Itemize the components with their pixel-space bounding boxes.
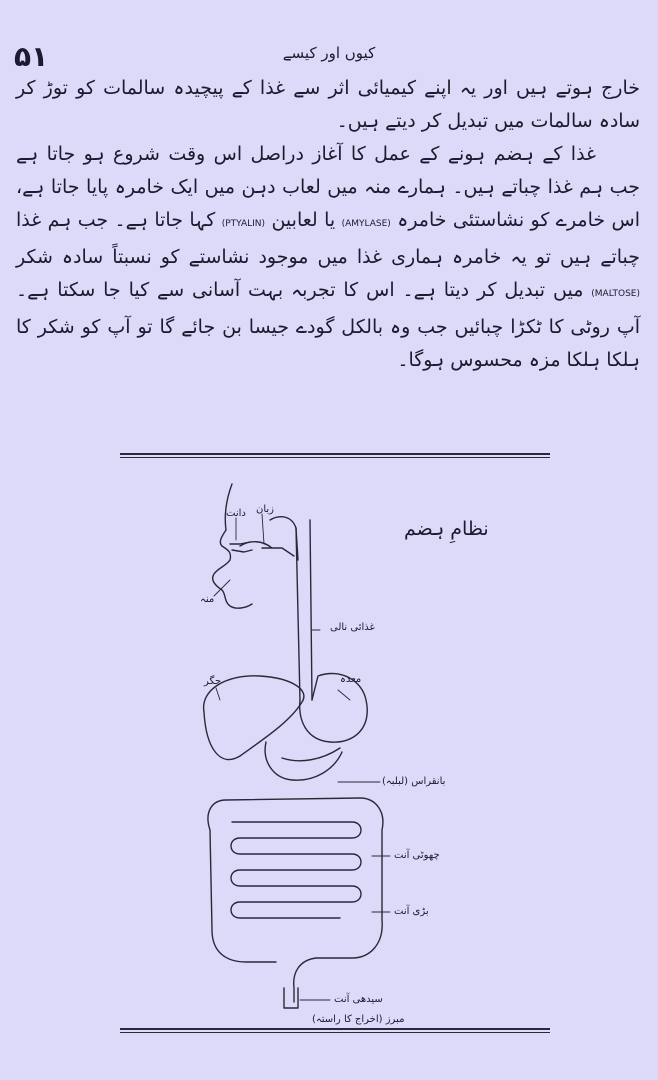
label-pancreas: بانقراس (لبلبہ)	[382, 776, 446, 787]
page-number: ۵۱	[14, 40, 49, 73]
pharynx	[262, 517, 298, 560]
esophagus	[296, 520, 312, 700]
large-intestine	[208, 798, 383, 1002]
label-small-intestine: چھوٹی آنت	[394, 850, 440, 861]
divider-bottom	[120, 1028, 550, 1033]
teeth	[230, 542, 252, 552]
leader-lines	[214, 514, 390, 1000]
label-anus: مبرز (اخراج کا راستہ)	[312, 1014, 405, 1025]
label-stomach: معدہ	[340, 674, 362, 685]
label-mouth: منہ	[200, 594, 215, 605]
paragraph-2-part-2: یا لعابین	[271, 209, 336, 231]
label-rectum: سیدھی آنت	[334, 994, 383, 1005]
small-intestine	[231, 822, 361, 918]
ptyalin-term: (PTYALIN)	[221, 219, 266, 229]
amylase-term: (AMYLASE)	[341, 219, 391, 229]
paragraph-2-part-4: میں تبدیل کر دیتا ہے۔ اس کا تجربہ بہت آسانی سے کیا جا سکتا ہے۔ آپ روٹی کا ٹکڑا چبائیں جب وہ بالکل گودے جیسا بن جائے گا تو آپ کو شکر کا ہلکا ہلکا مزہ محسوس ہوگا۔	[16, 279, 640, 371]
liver	[204, 676, 304, 760]
label-teeth: دانت	[226, 508, 246, 519]
label-tongue: زبان	[256, 504, 275, 515]
label-esophagus: غذائی نالی	[330, 622, 375, 633]
label-liver: جگر	[204, 676, 222, 687]
paragraph-2-part-1: غذا کے ہضم ہونے کے عمل کا آغاز دراصل اس وقت شروع ہو جاتا ہے جب ہم غذا چباتے ہیں۔ ہمارے منہ میں لعاب دہن میں ایک خامرہ پایا جاتا ہے، اس خامرے کو نشاستئی خامرہ	[16, 143, 641, 231]
running-head: کیوں اور کیسے	[282, 44, 376, 62]
paragraph-1: خارج ہوتے ہیں اور یہ اپنے کیمیائی اثر سے غذا کے پیچیدہ سالمات کو توڑ کر سادہ سالمات میں تبدیل کر دیتے ہیں۔	[16, 77, 640, 132]
diagram-title: نظامِ ہضم	[404, 518, 489, 540]
head-profile	[213, 484, 252, 608]
paragraph-2-part-3: کہا جاتا ہے۔ جب ہم غذا چباتے ہیں تو یہ خامرہ ہماری غذا میں موجود نشاستے کو نسبتاً سادہ شکر	[16, 209, 640, 268]
pancreas	[282, 748, 340, 761]
label-large-intestine: بڑی آنت	[394, 906, 429, 917]
rectum	[284, 988, 298, 1008]
maltose-term: (MALTOSE)	[591, 289, 640, 299]
